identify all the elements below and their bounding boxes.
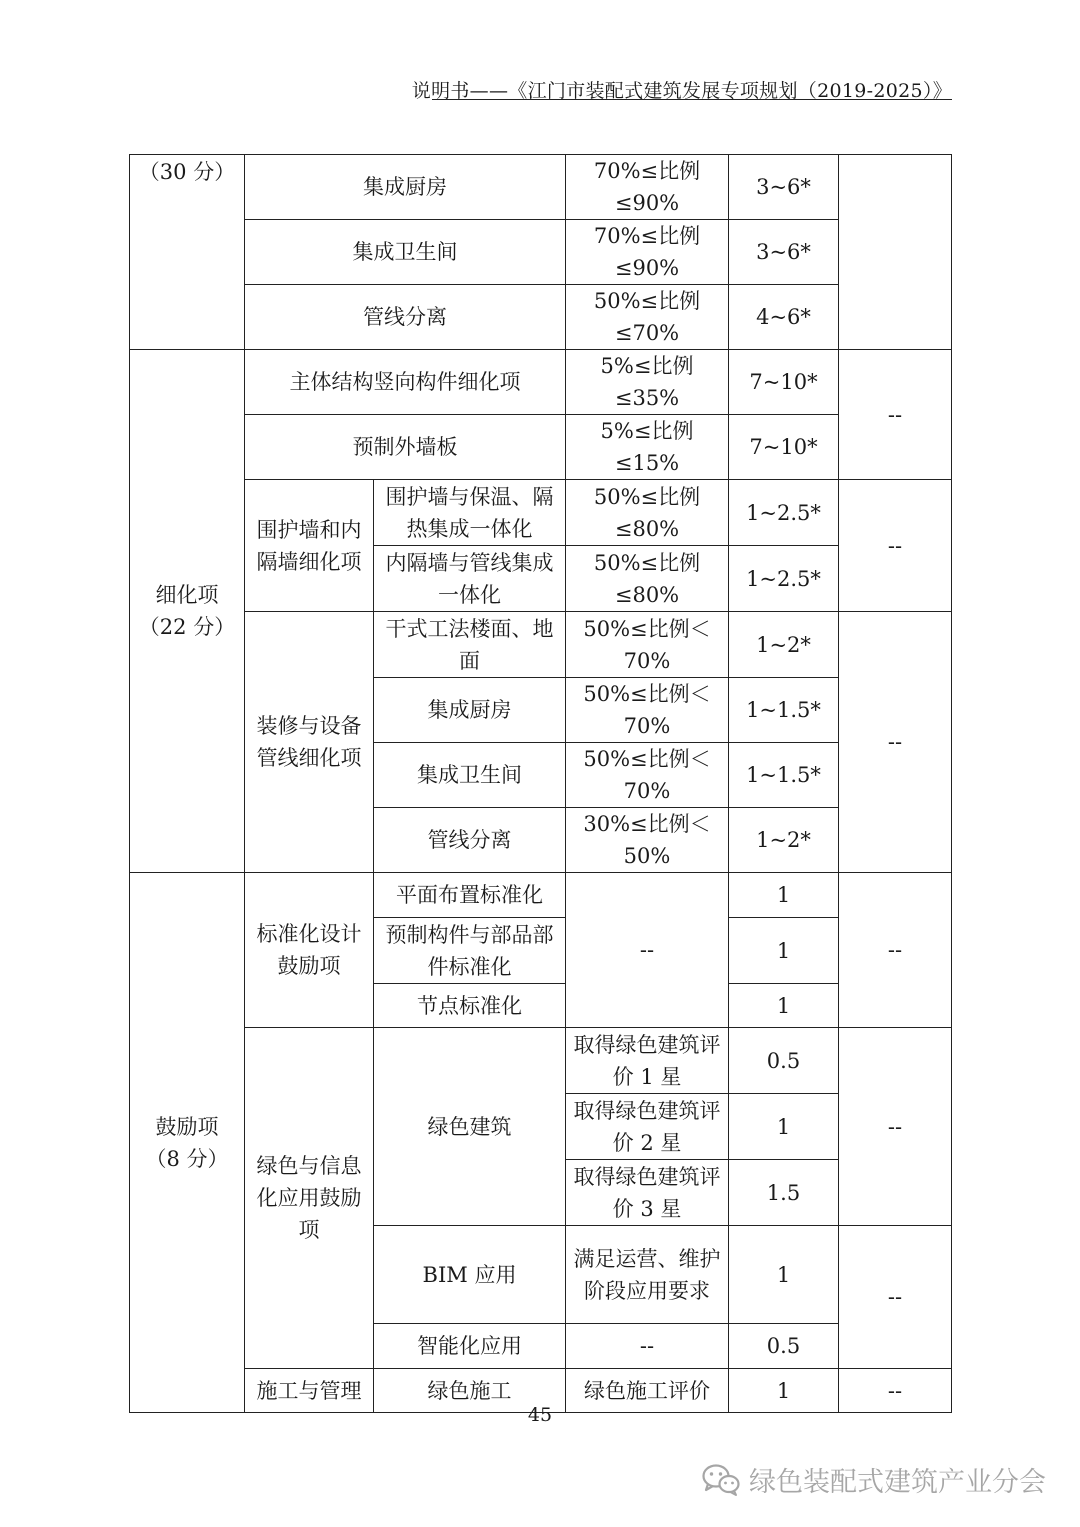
category-detail (130, 350, 245, 873)
note-cell: -- (839, 1369, 952, 1413)
score-cell: 1~2.5* (729, 480, 839, 546)
watermark-text: 绿色装配式建筑产业分会 (749, 1467, 1046, 1498)
range-cell: 取得绿色建筑评价 1 星 (566, 1028, 729, 1094)
item-cell: 干式工法楼面、地面 (374, 612, 566, 678)
range-cell: 5%≤比例≤35% (566, 350, 729, 415)
category-score-30: （30 分） (130, 155, 245, 350)
group-green: 绿色与信息化应用鼓励项 (245, 1028, 374, 1369)
wechat-icon (701, 1463, 741, 1497)
range-cell: 70%≤比例≤90% (566, 220, 729, 285)
score-cell: 1~1.5* (729, 743, 839, 808)
score-cell: 0.5 (729, 1028, 839, 1094)
item-cell: 预制构件与部品部件标准化 (374, 918, 566, 984)
category-encourage (130, 873, 245, 1413)
category-encourage-score: （8 分） (145, 1146, 229, 1171)
item-cell: 内隔墙与管线集成一体化 (374, 546, 566, 612)
range-cell: -- (566, 873, 729, 1028)
range-cell: 50%≤比例≤70% (566, 285, 729, 350)
item-cell: 绿色建筑 (374, 1028, 566, 1226)
item-cell: 集成卫生间 (245, 220, 566, 285)
range-cell: 绿色施工评价 (566, 1369, 729, 1413)
score-cell: 1 (729, 873, 839, 918)
category-detail-score: （22 分） (138, 615, 236, 639)
range-cell: 5%≤比例≤15% (566, 415, 729, 480)
group-construction: 施工与管理 (245, 1369, 374, 1413)
header-rule (432, 99, 952, 100)
score-cell: 1 (729, 1094, 839, 1160)
document-header: 说明书——《江门市装配式建筑发展专项规划（2019-2025）》 (411, 80, 952, 102)
note-cell: -- (839, 873, 952, 1028)
watermark (701, 1460, 1046, 1499)
group-wall: 围护墙和内隔墙细化项 (245, 480, 374, 612)
item-cell: 管线分离 (245, 285, 566, 350)
range-cell: 取得绿色建筑评价 3 星 (566, 1160, 729, 1226)
range-cell: 满足运营、维护阶段应用要求 (566, 1226, 729, 1324)
item-cell: BIM 应用 (374, 1226, 566, 1324)
score-cell: 0.5 (729, 1324, 839, 1369)
score-cell: 4~6* (729, 285, 839, 350)
category-encourage-label: 鼓励项 (155, 1114, 219, 1139)
score-cell: 1~1.5* (729, 678, 839, 743)
range-cell: 取得绿色建筑评价 2 星 (566, 1094, 729, 1160)
score-cell: 1~2.5* (729, 546, 839, 612)
group-decor: 装修与设备管线细化项 (245, 612, 374, 873)
group-standard: 标准化设计鼓励项 (245, 873, 374, 1028)
note-cell: -- (839, 480, 952, 612)
range-cell: 30%≤比例＜50% (566, 808, 729, 873)
note-cell: -- (839, 1028, 952, 1226)
page-number: 45 (527, 1404, 553, 1426)
score-cell: 1 (729, 918, 839, 984)
score-cell: 1 (729, 984, 839, 1028)
score-cell: 3~6* (729, 155, 839, 220)
score-cell: 1.5 (729, 1160, 839, 1226)
range-cell: 70%≤比例≤90% (566, 155, 729, 220)
range-cell: -- (566, 1324, 729, 1369)
item-cell: 集成厨房 (374, 678, 566, 743)
range-cell: 50%≤比例＜70% (566, 743, 729, 808)
score-cell: 1 (729, 1369, 839, 1413)
item-cell: 预制外墙板 (245, 415, 566, 480)
item-cell: 平面布置标准化 (374, 873, 566, 918)
item-cell: 围护墙与保温、隔热集成一体化 (374, 480, 566, 546)
range-cell: 50%≤比例≤80% (566, 480, 729, 546)
range-cell: 50%≤比例＜70% (566, 678, 729, 743)
category-detail-label: 细化项 (155, 583, 219, 607)
range-cell: 50%≤比例≤80% (566, 546, 729, 612)
note-cell: -- (839, 612, 952, 873)
note-cell (839, 155, 952, 350)
score-cell: 1~2* (729, 612, 839, 678)
item-cell: 集成厨房 (245, 155, 566, 220)
score-cell: 1~2* (729, 808, 839, 873)
item-cell: 管线分离 (374, 808, 566, 873)
range-cell: 50%≤比例＜70% (566, 612, 729, 678)
score-cell: 1 (729, 1226, 839, 1324)
score-cell: 3~6* (729, 220, 839, 285)
item-cell: 节点标准化 (374, 984, 566, 1028)
item-cell: 智能化应用 (374, 1324, 566, 1369)
item-cell: 绿色施工 (374, 1369, 566, 1413)
note-cell: -- (839, 350, 952, 480)
scoring-table (129, 154, 952, 1413)
note-cell: -- (839, 1226, 952, 1369)
score-cell: 7~10* (729, 415, 839, 480)
score-cell: 7~10* (729, 350, 839, 415)
item-cell: 集成卫生间 (374, 743, 566, 808)
item-cell: 主体结构竖向构件细化项 (245, 350, 566, 415)
